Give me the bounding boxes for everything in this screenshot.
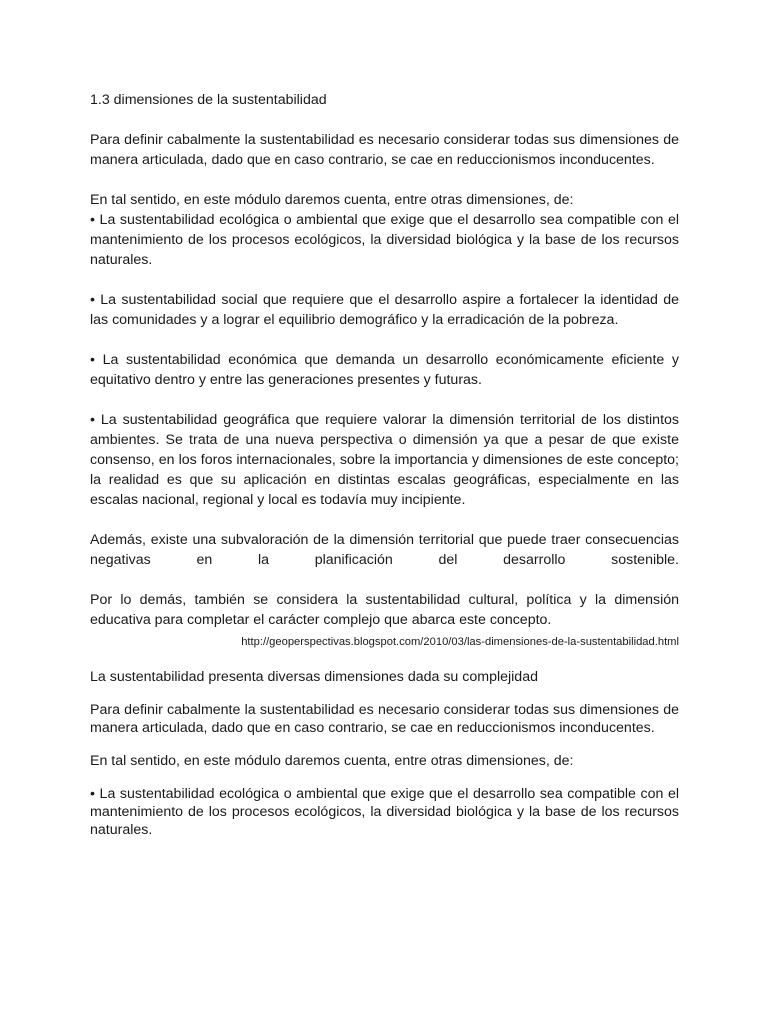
- bullet-economica: • La sustentabilidad económica que demanda un desarrollo económicamente eficiente y equitativo dentro y entre las generaciones presentes y futuras.: [90, 352, 679, 388]
- source-link[interactable]: http://geoperspectivas.blogspot.com/2010/03/las-dimensiones-de-la-sustentabilidad.html: [241, 636, 679, 648]
- bullet-geografica: • La sustentabilidad geográfica que requiere valorar la dimensión territorial de los distintos ambientes. Se trata de una nueva perspectiva o dimensión ya que a pesar de que existe consenso, en los foros internacionales, sobre la importancia y dimensiones de este concepto; la realidad es que su aplicación en distintas escalas geográficas, especialmente en las escalas nacional, regional y local es todavía muy incipiente.: [90, 412, 679, 508]
- section-heading: 1.3 dimensiones de la sustentabilidad: [90, 92, 327, 108]
- bullet-ecologica: • La sustentabilidad ecológica o ambiental que exige que el desarrollo sea compatible con el mantenimiento de los procesos ecológicos, la diversidad biológica y la base de los recursos naturales.: [90, 212, 679, 268]
- intro-paragraph: Para definir cabalmente la sustentabilidad es necesario considerar todas sus dimensiones de manera articulada, dado que en caso contrario, se cae en reduccionismos inconducentes.: [90, 132, 679, 168]
- por-lo-demas-paragraph: Por lo demás, también se considera la sustentabilidad cultural, política y la dimensión educativa para completar el carácter complejo que abarca este concepto.: [90, 592, 679, 628]
- lead-in-repeat-paragraph: En tal sentido, en este módulo daremos cuenta, entre otras dimensiones, de:: [90, 753, 574, 769]
- document-page: [90, 90, 679, 839]
- bullet-social: • La sustentabilidad social que requiere que el desarrollo aspire a fortalecer la identidad de las comunidades y a lograr el equilibrio demográfico y la erradicación de la pobreza.: [90, 292, 679, 328]
- ademas-paragraph: Además, existe una subvaloración de la dimensión territorial que puede traer consecuencias negativas en la planificación del desarrollo sostenible.: [90, 532, 679, 568]
- second-heading: La sustentabilidad presenta diversas dimensiones dada su complejidad: [90, 669, 538, 685]
- bullet-ecologica-repeat: • La sustentabilidad ecológica o ambiental que exige que el desarrollo sea compatible con el mantenimiento de los procesos ecológicos, la diversidad biológica y la base de los recursos naturales.: [90, 786, 679, 838]
- intro-repeat-paragraph: Para definir cabalmente la sustentabilidad es necesario considerar todas sus dimensiones de manera articulada, dado que en caso contrario, se cae en reduccionismos inconducentes.: [90, 702, 679, 736]
- lead-in-paragraph: En tal sentido, en este módulo daremos cuenta, entre otras dimensiones, de:: [90, 192, 574, 208]
